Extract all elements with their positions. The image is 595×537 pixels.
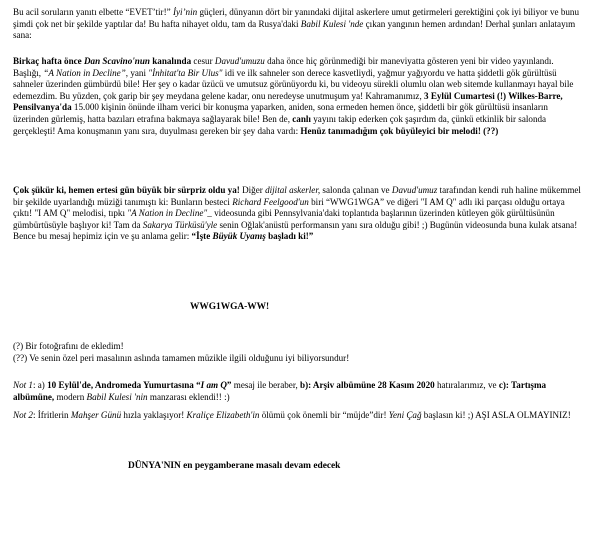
text-run: modern	[54, 391, 87, 402]
text-run: İyi’nin	[172, 7, 198, 17]
note-1	[13, 380, 583, 403]
text-run: idi ve ilk sahneler son derece kasvetliydi, yağmur yağıyordu ve hatta şiddetli gök gürültüsü sahneler üzerinden gümbürdü bile! Her şey o kadar üzücü ve umutsuz görünüyordu ki, bu videoyu sürekli olumlu olan web sitemde kullanmayı hayal bile edemezdim. Bu yüzden, çok garip bir şey meydana gelene kadar, onu neredeyse unutmuşum ya! Kahramanımız,	[13, 67, 574, 101]
closing-line: DÜNYA'NIN en peygamberane masalı devam edecek	[128, 461, 341, 471]
text-run: tarafından kendi ruh haline mükemmel bir şekilde uyarlandığı müziği tanımıştı ki: Bunların besteci	[13, 185, 581, 207]
text-run: Birkaç hafta önce	[13, 56, 84, 66]
text-run: “A Nation in Decline”	[43, 67, 126, 78]
text-run: senin Oğlak'anüstü performansın yanı sıra olduğu gibi! ;) Bugünün videosunda buna kulak atsana! Bence bu mesaj hepimiz için ve şu anlama gelir:	[13, 219, 578, 242]
text-run: 3 Eylül Cumartesi (!) Wilkes-Barre, Pensilvanya'da	[13, 90, 563, 113]
text-run: Henüz tanımadığım çok büyüleyici bir melodi! (??)	[300, 125, 499, 136]
text-run: cesur	[191, 56, 215, 66]
text-run: Richard Feelgood'un	[232, 196, 309, 207]
text-run: Not 2	[13, 410, 33, 420]
text-run: kanalında	[149, 56, 192, 66]
text-run: çıkan yangının hemen ardından! Derhal şunları anlatayım sana:	[13, 18, 576, 41]
text-run: 15.000 kişinin önünde ilham verici bir konuşma yaparken, aniden, sona ermeden hemen önce, şiddetli bir gök gürültüsü insanların üzerinden gürlemiş, hatta bazıları etrafına bakmaya sağlayarak bile! Ben de,	[13, 102, 548, 124]
text-run: Mahşer Günü	[70, 410, 122, 420]
text-run: güçleri, dünyanın dört bir yanındaki dijital askerlere umut getirmeleri gerektiğini çok iyi biliyor ve bunu şimdi çok net bir şekilde yaptılar da! Bu hafta nihayet oldu, tam da Rusya'daki	[13, 7, 580, 29]
footnote-1: (?) Bir fotoğrafını de ekledim!	[13, 341, 124, 351]
text-run: Dan Scavino'nun	[83, 56, 150, 66]
surprise-paragraph	[13, 185, 583, 243]
text-run: b): Arşiv albümüne 28 Kasım 2020	[300, 380, 435, 390]
text-run: 10 Eylül'de, Andromeda Yumurtasına “	[47, 380, 201, 390]
text-run: Bu acil soruların yanıtı elbette “EVET’tir!”	[13, 7, 173, 17]
text-run: Diğer	[239, 185, 266, 195]
text-run: hatıralarımız, ve	[434, 380, 499, 390]
text-run: başladı ki!”	[265, 231, 314, 242]
wwg-slogan: WWG1WGA-WW!	[190, 302, 270, 312]
text-run: mesaj ile beraber,	[231, 380, 301, 390]
video-paragraph	[13, 56, 583, 137]
text-run: ”	[226, 380, 232, 390]
text-run: Babil Kulesi 'nin	[86, 391, 148, 402]
text-run: Büyük Uyanış	[212, 231, 266, 242]
text-run: Babil Kulesi 'nde	[300, 18, 364, 29]
text-run: dijital askerler,	[265, 185, 321, 195]
text-run: "İnhitat'ta Bir Ulus"	[148, 67, 223, 78]
text-run: salonda çalınan ve	[320, 185, 392, 195]
text-run: yayını takip ederken çok şaşırdım da, çünkü etkinlik bir salonda gerçekleşti! Ama konuşmanın yanı sıra, duyulması gereken bir şey daha vardı:	[13, 113, 547, 136]
text-run: Kraliçe Elizabeth'in	[186, 410, 260, 420]
note-2	[13, 410, 583, 422]
text-run: , yani	[125, 67, 149, 78]
text-run: I am Q	[200, 380, 227, 390]
text-run: başlasın ki! ;)	[421, 410, 476, 420]
text-run: : a)	[32, 380, 48, 390]
text-run: “İşte	[191, 231, 213, 242]
text-run: : İfritlerin	[32, 410, 71, 420]
text-run: _ videosunda gibi Pennsylvania'daki toplantıda başlarının üzerinden kütleyen gök gürültüsünün gümbürtüsüyle başlıyor ki! Tam da	[13, 208, 555, 230]
text-run: ölümü çok önemli bir “müjde”dir!	[259, 410, 389, 420]
footnote-2: (??) Ve senin özel peri masalının aslında tamamen müzikle ilgili olduğunu iyi biliyorsundur!	[13, 353, 350, 363]
text-run: Davud'umuz	[391, 185, 438, 195]
text-run: Davud'umuzu	[214, 56, 265, 66]
text-run: Sakarya Türküsü'yle	[142, 219, 218, 230]
intro-paragraph	[13, 7, 583, 42]
text-run: hızla yaklaşıyor!	[121, 410, 187, 420]
text-run: c): Tartışma albümüne,	[13, 380, 547, 402]
text-run: biri “WWG1WGA” ve diğeri "I AM Q" adlı iki parçası olduğu ortaya çıktı! "I AM Q" melodisi, tıpkı	[13, 196, 565, 219]
text-run: canlı	[292, 113, 311, 124]
text-run: AŞI ASLA OLMAYINIZ!	[475, 410, 571, 420]
text-run: Çok şükür ki, hemen ertesi gün büyük bir sürpriz oldu ya!	[13, 185, 240, 195]
text-run: Yeni Çağ	[388, 410, 422, 420]
text-run: manzarası eklendi!! :)	[147, 391, 230, 402]
text-run: Not 1	[13, 380, 33, 390]
text-run: daha önce hiç görünmediği bir maneviyatta gösteren yeni bir video yayınlandı. Başlığı,	[13, 56, 554, 78]
text-run: "A Nation in Decline"	[127, 208, 208, 219]
